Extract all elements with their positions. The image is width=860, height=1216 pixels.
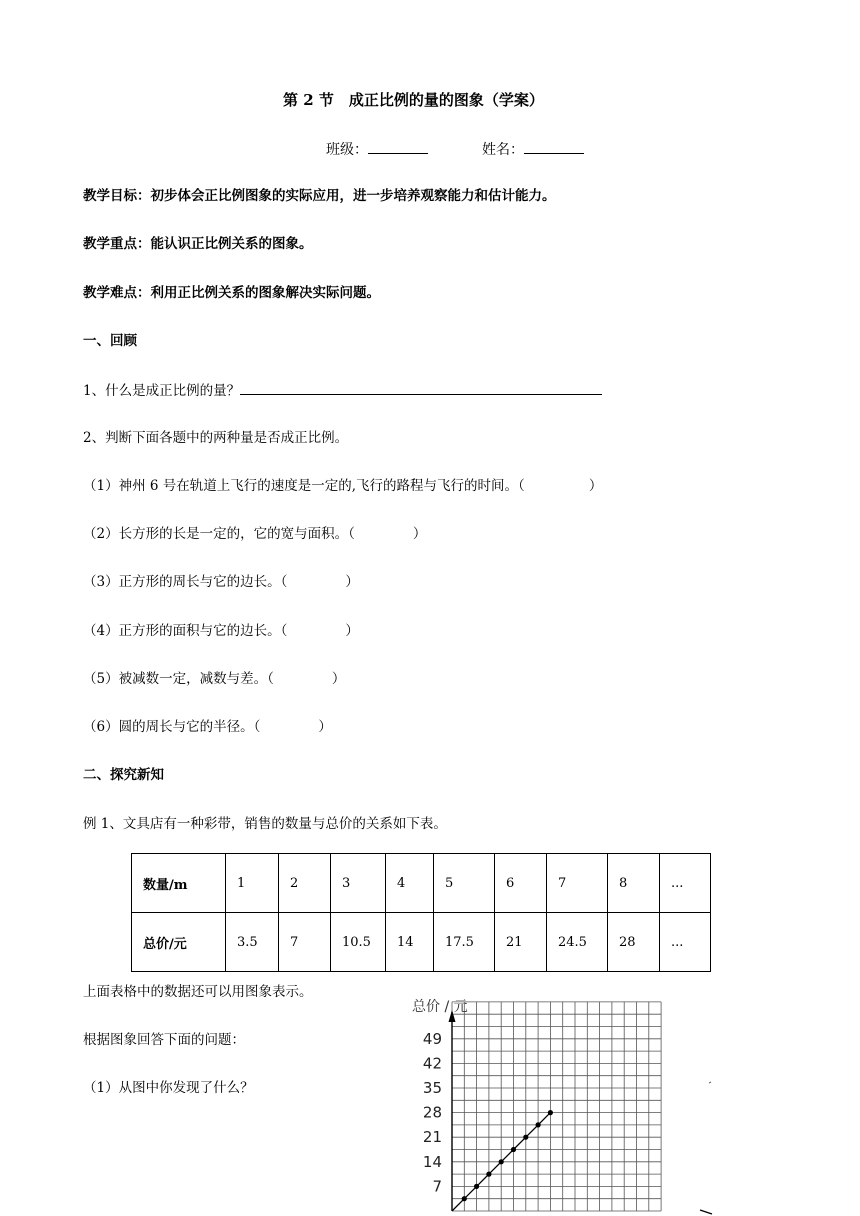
table-cell: 24.5 xyxy=(547,913,608,972)
table-cell: 3.5 xyxy=(226,913,279,972)
table-cell: 2 xyxy=(279,854,331,913)
table-cell: 5 xyxy=(434,854,495,913)
judge-item-text: （4）正方形的面积与它的边长。（ xyxy=(83,623,288,639)
close-paren: ） xyxy=(345,574,359,590)
judge-item-4 xyxy=(83,623,359,639)
table-cell: ... xyxy=(660,854,711,913)
chart-axes xyxy=(449,1010,713,1214)
chart-ticks xyxy=(423,1030,442,1196)
judge-item-6 xyxy=(83,719,332,735)
page-title: 第 2 节 成正比例的量的图象（学案） xyxy=(283,91,544,109)
y-tick-label: 28 xyxy=(422,1103,442,1122)
quantity-price-table xyxy=(131,853,711,972)
name-blank[interactable] xyxy=(524,140,584,154)
judge-item-5 xyxy=(83,671,345,687)
x-axis-arrow xyxy=(700,1210,712,1214)
table-cell: 7 xyxy=(279,913,331,972)
example-1-text: 例 1、文具店有一种彩带，销售的数量与总价的关系如下表。 xyxy=(83,816,447,832)
teaching-key-point: 教学重点：能认识正比例关系的图象。 xyxy=(83,236,313,252)
data-point xyxy=(523,1135,528,1140)
table-cell: 21 xyxy=(495,913,547,972)
y-tick-label: 35 xyxy=(422,1079,442,1097)
judge-item-2 xyxy=(83,526,426,542)
teaching-objective: 教学目标：初步体会正比例图象的实际应用，进一步培养观察能力和估计能力。 xyxy=(83,188,556,204)
review-answer-blank[interactable] xyxy=(240,381,602,395)
after-table-text: 上面表格中的数据还可以用图象表示。 xyxy=(83,984,313,1000)
table-cell: ... xyxy=(660,913,711,972)
close-paren: ） xyxy=(588,478,603,494)
table-cell: 1 xyxy=(226,854,279,913)
y-tick-label: 7 xyxy=(432,1177,442,1196)
table-cell: 10.5 xyxy=(331,913,386,972)
table-cell: 7 xyxy=(547,854,608,913)
class-label: 班级： xyxy=(326,142,368,158)
table-row xyxy=(132,854,711,913)
table-cell: 28 xyxy=(608,913,660,972)
y-tick-label: 21 xyxy=(422,1128,442,1147)
explore-question-1: （1）从图中你发现了什么？ xyxy=(83,1080,254,1096)
close-paren: ） xyxy=(331,671,346,687)
data-point xyxy=(486,1172,491,1177)
judge-item-3 xyxy=(83,574,359,590)
class-field xyxy=(326,140,428,158)
price-chart xyxy=(400,990,720,1216)
data-point xyxy=(536,1122,541,1127)
table-cell: 4 xyxy=(386,854,434,913)
table-cell: 14 xyxy=(386,913,434,972)
judge-item-text: （1）神州 6 号在轨道上飞行的速度是一定的,飞行的路程与飞行的时间。（ xyxy=(83,478,525,494)
name-field xyxy=(482,140,584,158)
stray-mark xyxy=(709,1082,711,1083)
y-tick-label: 49 xyxy=(422,1029,442,1048)
review-question-1-text: 1、什么是成正比例的量？ xyxy=(83,383,241,399)
judge-item-text: （2）长方形的长是一定的，它的宽与面积。（ xyxy=(83,526,355,542)
answer-prompt: 根据图象回答下面的问题： xyxy=(83,1032,245,1048)
close-paren: ） xyxy=(318,719,332,735)
y-tick-label: 42 xyxy=(422,1054,442,1073)
table-cell: 17.5 xyxy=(434,913,495,972)
review-question-2: 2、判断下面各题中的两种量是否成正比例。 xyxy=(83,430,349,446)
data-point xyxy=(548,1110,553,1115)
y-tick-label: 14 xyxy=(422,1152,442,1171)
table-cell: 6 xyxy=(495,854,547,913)
class-blank[interactable] xyxy=(368,140,428,154)
data-point xyxy=(474,1184,479,1189)
judge-item-text: （6）圆的周长与它的半径。（ xyxy=(83,719,261,735)
row-header-price: 总价/元 xyxy=(132,913,226,972)
table-cell: 3 xyxy=(331,854,386,913)
data-point xyxy=(462,1196,467,1201)
close-paren: ） xyxy=(412,526,427,542)
row-header-quantity: 数量/m xyxy=(132,854,226,913)
explore-heading: 二、探究新知 xyxy=(83,767,164,783)
review-heading: 一、回顾 xyxy=(83,333,137,349)
name-label: 姓名： xyxy=(482,142,524,158)
data-point xyxy=(499,1159,504,1164)
judge-item-text: （5）被减数一定，减数与差。（ xyxy=(83,671,274,687)
data-point xyxy=(511,1147,516,1152)
judge-item-1 xyxy=(83,478,602,494)
close-paren: ） xyxy=(345,623,359,639)
y-axis-label: 总价 / 元 xyxy=(412,999,468,1015)
teaching-difficulty: 教学难点：利用正比例关系的图象解决实际问题。 xyxy=(83,285,380,301)
table-cell: 8 xyxy=(608,854,660,913)
table-row xyxy=(132,913,711,972)
judge-item-text: （3）正方形的周长与它的边长。（ xyxy=(83,574,288,590)
review-question-1 xyxy=(83,381,602,399)
